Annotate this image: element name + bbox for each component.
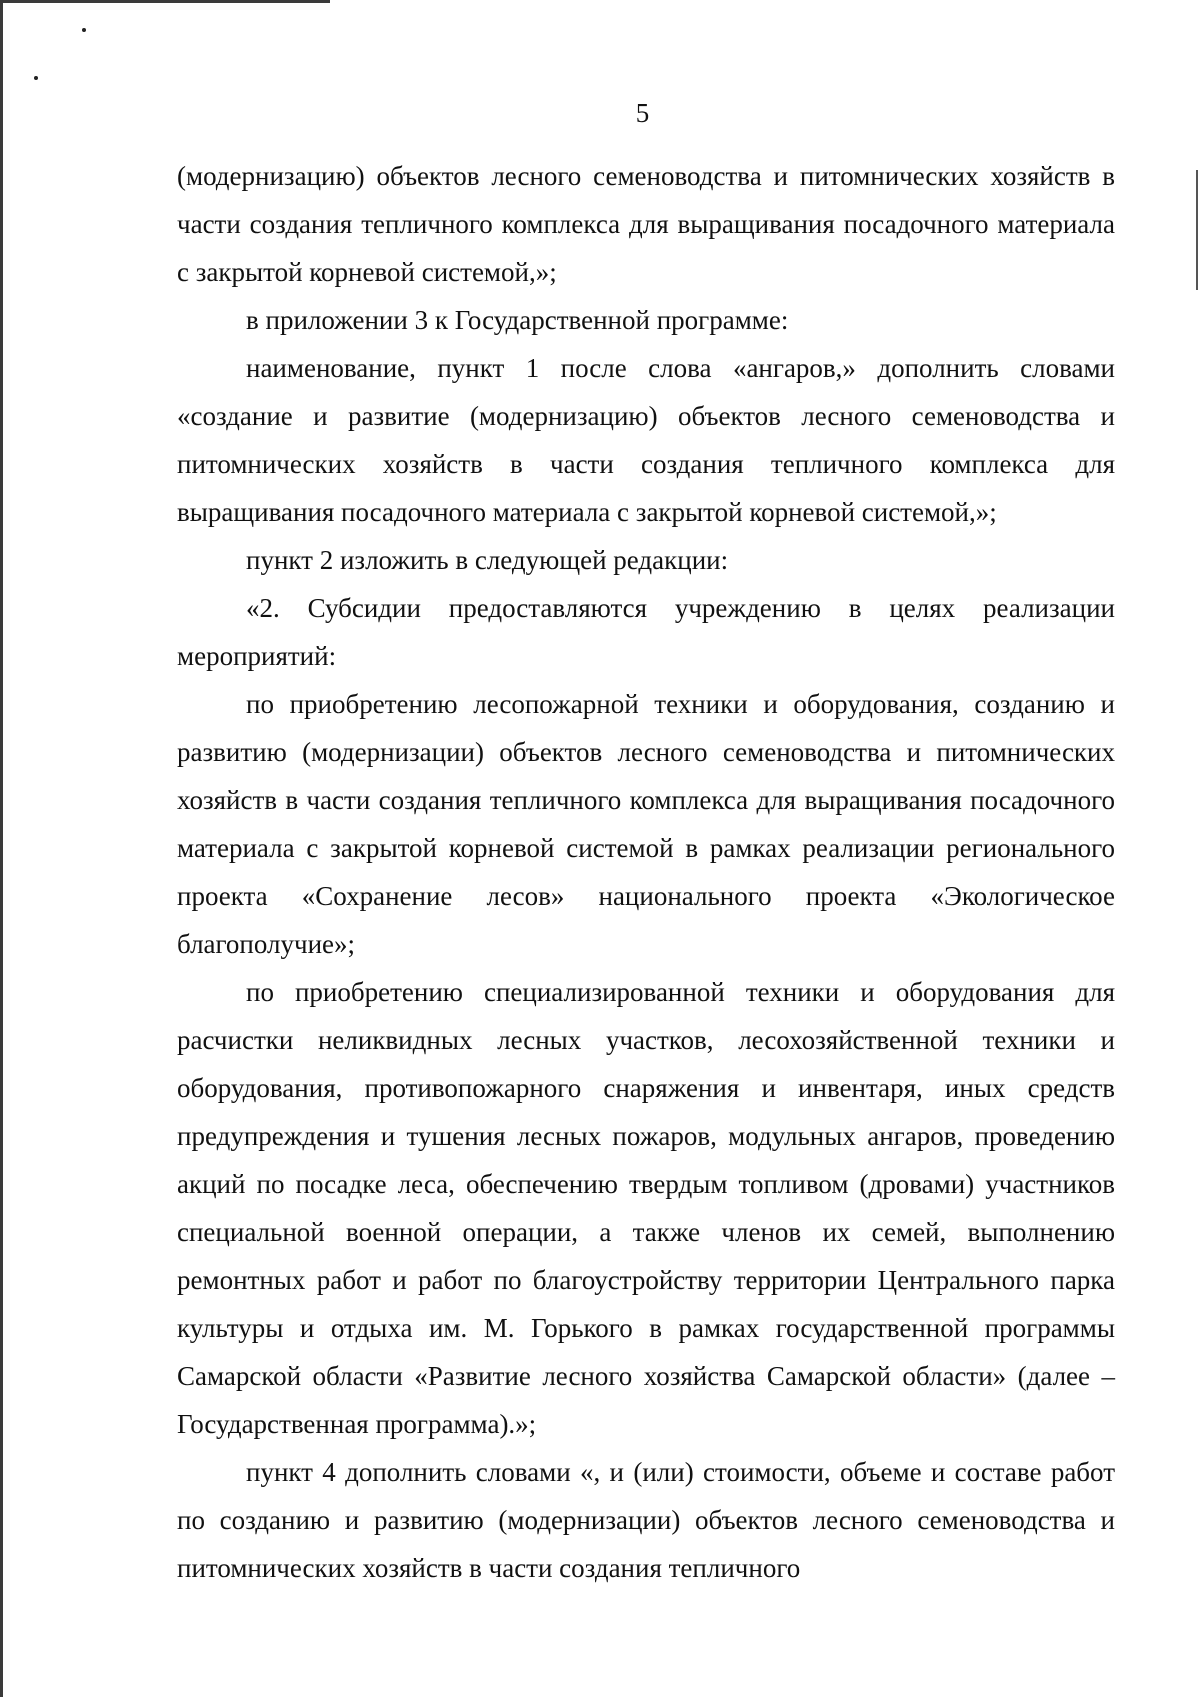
paragraph: по приобретению специализированной техники и оборудования для расчистки неликвидных лесных участков, лесохозяйственной техники и оборудования, противопожарного снаряжения и инвентаря, иных средств предупреждения и тушения лесных пожаров, модульных ангаров, проведению акций по посадке леса, обеспечению твердым топливом (дровами) участников специальной военной операции, а также членов их семей, выполнению ремонтных работ и работ по благоустройству территории Центрального парка культуры и отдыха им. М. Горького в рамках государственной программы Самарской области «Развитие лесного хозяйства Самарской области» (далее – Государственная программа).»; — [177, 977, 1115, 1439]
paragraph: в приложении 3 к Государственной программе: — [246, 305, 789, 335]
paragraph-continuation: (модернизацию) объектов лесного семеноводства и питомнических хозяйств в части создания тепличного комплекса для выращивания посадочного материала с закрытой корневой системой,»; — [177, 161, 1115, 287]
paragraph: пункт 4 дополнить словами «, и (или) стоимости, объеме и составе работ по созданию и развитию (модернизации) объектов лесного семеноводства и питомнических хозяйств в части создания тепличного — [177, 1457, 1115, 1583]
scan-speck — [82, 28, 86, 32]
paragraph: по приобретению лесопожарной техники и оборудования, созданию и развитию (модернизации) объектов лесного семеноводства и питомнических хозяйств в части создания тепличного комплекса для выращивания посадочного материала с закрытой корневой системой в рамках реализации регионального проекта «Сохранение лесов» национального проекта «Экологическое благополучие»; — [177, 689, 1115, 959]
scan-edge-right — [1196, 170, 1198, 290]
paragraph: «2. Субсидии предоставляются учреждению в целях реализации мероприятий: — [177, 593, 1115, 671]
scan-edge-top — [0, 0, 330, 3]
document-body — [177, 152, 1115, 1592]
scan-speck — [34, 76, 38, 80]
paragraph: наименование, пункт 1 после слова «ангаров,» дополнить словами «создание и развитие (модернизацию) объектов лесного семеноводства и питомнических хозяйств в части создания тепличного комплекса для выращивания посадочного материала с закрытой корневой системой,»; — [177, 353, 1115, 527]
paragraph: пункт 2 изложить в следующей редакции: — [246, 545, 729, 575]
page-number: 5 — [635, 98, 650, 128]
scan-edge-left — [0, 0, 3, 1697]
